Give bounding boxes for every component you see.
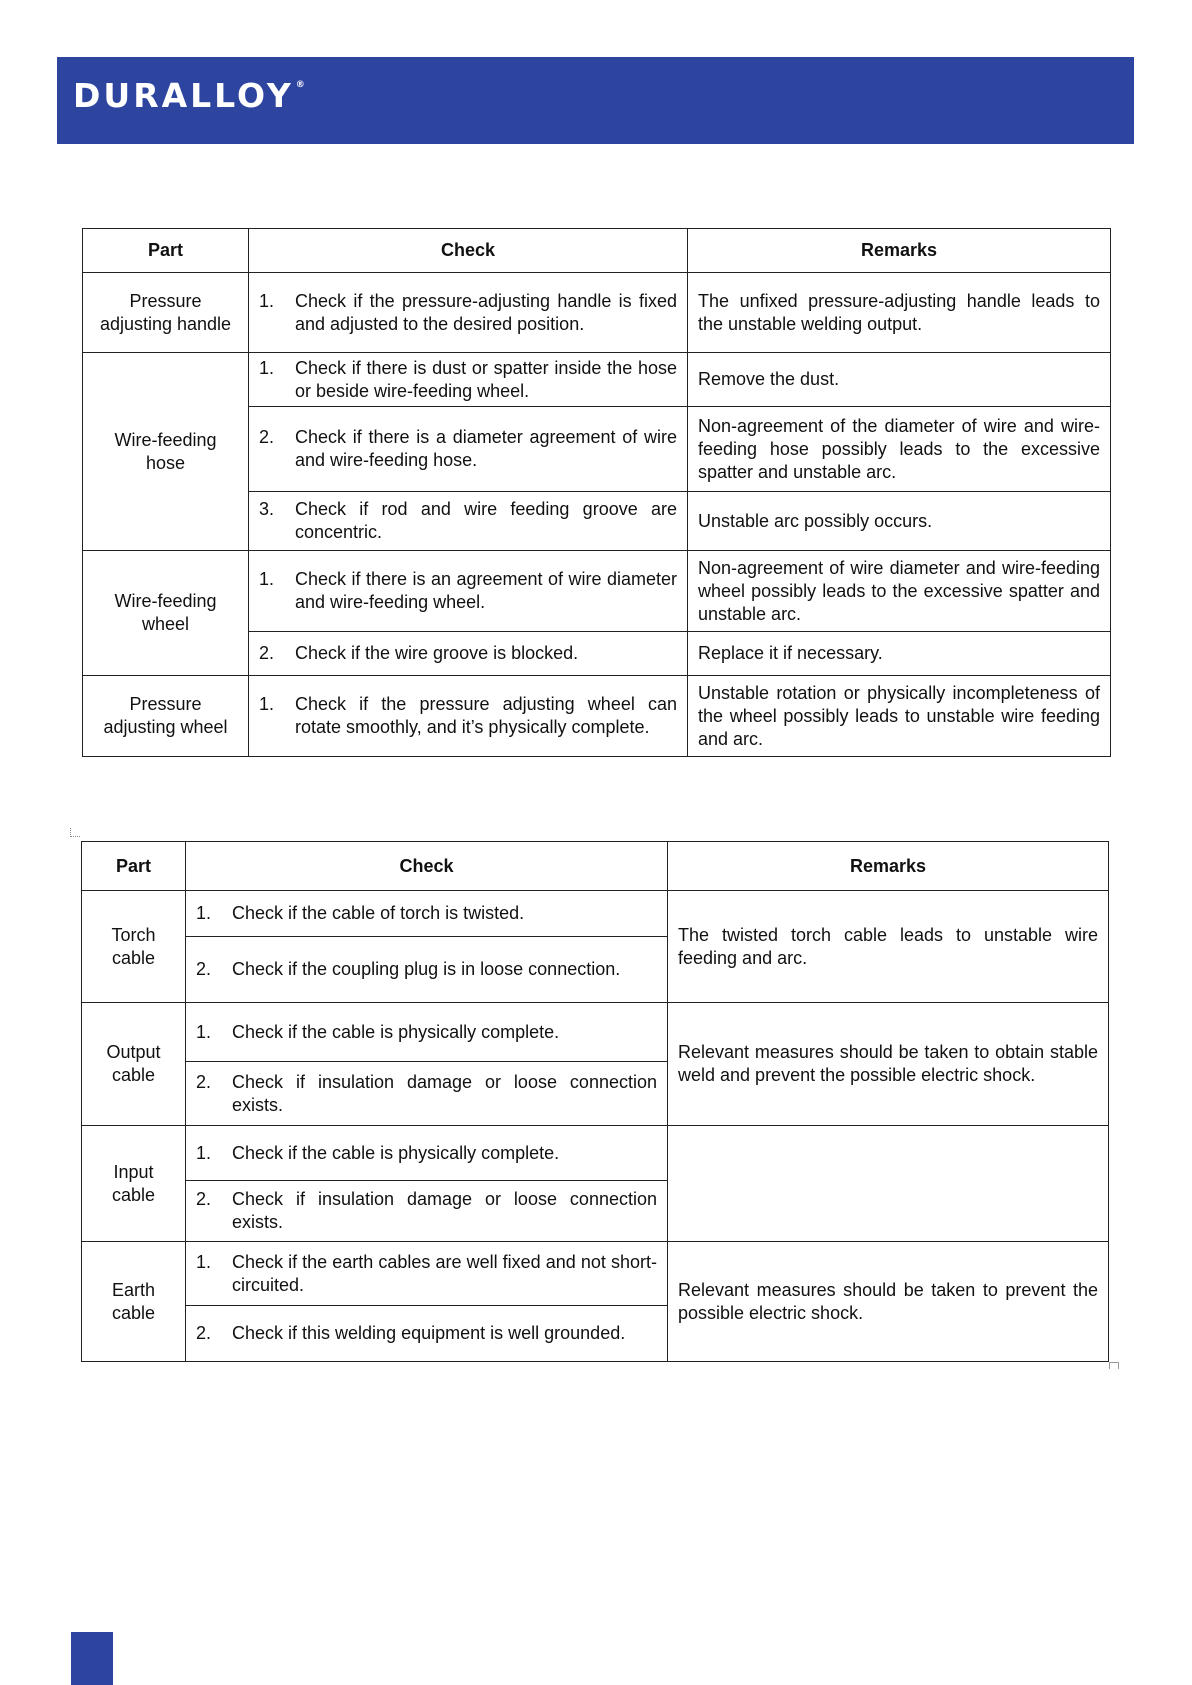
- part-label: Earth cable: [111, 1279, 156, 1323]
- header-part: Part: [82, 842, 186, 891]
- check-text: Check if the pressure-adjusting handle is fixed and adjusted to the desired position.: [295, 290, 677, 334]
- check-text: Check if the cable is physically complete.: [232, 1142, 560, 1163]
- check-cell: [249, 407, 688, 492]
- table-row: [83, 273, 1111, 353]
- check-text: Check if the coupling plug is in loose connection.: [232, 959, 621, 979]
- check-text: Check if the pressure adjusting wheel can rotate smoothly, and it’s physically complete.: [295, 694, 677, 737]
- maintenance-table-cables: [81, 841, 1109, 1362]
- header-remarks: Remarks: [668, 842, 1109, 891]
- check-number: 1.: [196, 1251, 212, 1272]
- part-label: Output cable: [106, 1042, 161, 1085]
- check-text: Check if the wire groove is blocked.: [295, 643, 579, 663]
- part-cell: [82, 891, 186, 1003]
- check-text: Check if this welding equipment is well grounded.: [232, 1323, 626, 1343]
- remark-cell: Remove the dust.: [688, 353, 1111, 407]
- check-text: Check if there is dust or spatter inside the hose or beside wire-feeding wheel.: [295, 357, 677, 401]
- part-cell: [83, 273, 249, 353]
- remark-cell: [668, 1126, 1109, 1242]
- check-text: Check if rod and wire feeding groove are concentric.: [295, 499, 677, 542]
- check-cell: [186, 891, 668, 937]
- registered-mark: ®: [295, 80, 305, 90]
- brand-name: DURALLOY: [73, 76, 294, 115]
- check-cell: [249, 492, 688, 551]
- check-text: Check if the cable is physically complete.: [232, 1021, 560, 1042]
- check-text: Check if insulation damage or loose connection exists.: [232, 1189, 657, 1232]
- footer-color-block: [71, 1632, 113, 1685]
- remark-cell: Relevant measures should be taken to prevent the possible electric shock.: [668, 1242, 1109, 1362]
- part-cell: [83, 353, 249, 551]
- table-row: [83, 353, 1111, 407]
- remark-cell: The twisted torch cable leads to unstable wire feeding and arc.: [668, 891, 1109, 1003]
- header-banner: [57, 57, 1134, 144]
- part-cell: [82, 1126, 186, 1242]
- remark-cell: Replace it if necessary.: [688, 632, 1111, 676]
- check-cell: [186, 1126, 668, 1181]
- check-number: 2.: [196, 1323, 212, 1343]
- check-cell: [249, 632, 688, 676]
- remark-cell: Non-agreement of the diameter of wire and wire-feeding hose possibly leads to the excessive spatter and unstable arc.: [688, 407, 1111, 492]
- table-row: [82, 891, 1109, 937]
- part-label: Input cable: [111, 1161, 156, 1205]
- header-remarks: Remarks: [688, 229, 1111, 273]
- table-row: [82, 1242, 1109, 1306]
- check-number: 1.: [196, 1021, 212, 1042]
- table-anchor-mark: [70, 828, 80, 837]
- check-number: 3.: [259, 499, 275, 519]
- check-cell: [186, 937, 668, 1003]
- check-cell: [186, 1306, 668, 1362]
- part-label: Wire-feeding wheel: [114, 591, 217, 634]
- check-number: 2.: [259, 427, 275, 447]
- check-number: 2.: [259, 643, 275, 663]
- check-number: 1.: [259, 357, 275, 378]
- check-text: Check if the earth cables are well fixed and not short-circuited.: [232, 1251, 657, 1295]
- check-text: Check if insulation damage or loose connection exists.: [232, 1071, 657, 1115]
- part-label: Pressure adjusting handle: [99, 290, 232, 334]
- remark-cell: Non-agreement of wire diameter and wire-feeding wheel possibly leads to the excessive spatter and unstable arc.: [688, 551, 1111, 632]
- check-text: Check if there is a diameter agreement of wire and wire-feeding hose.: [295, 427, 677, 470]
- part-cell: [82, 1003, 186, 1126]
- check-cell: [249, 551, 688, 632]
- check-cell: [249, 353, 688, 407]
- part-label: Pressure adjusting wheel: [103, 694, 228, 737]
- table-header-row: [82, 842, 1109, 891]
- maintenance-table-wire-feeder: [82, 228, 1111, 757]
- check-text: Check if the cable of torch is twisted.: [232, 903, 525, 923]
- check-text: Check if there is an agreement of wire diameter and wire-feeding wheel.: [295, 569, 677, 612]
- remark-cell: Relevant measures should be taken to obtain stable weld and prevent the possible electric shock.: [668, 1003, 1109, 1126]
- table-row: [82, 1126, 1109, 1181]
- check-cell: [249, 676, 688, 757]
- check-cell: [186, 1242, 668, 1306]
- header-check: Check: [249, 229, 688, 273]
- check-number: 1.: [259, 694, 275, 714]
- check-cell: [186, 1003, 668, 1062]
- check-number: 1.: [259, 569, 275, 589]
- part-cell: [83, 676, 249, 757]
- brand-logo: [73, 76, 305, 115]
- table-end-mark: [1109, 1362, 1119, 1369]
- remark-cell: Unstable rotation or physically incompleteness of the wheel possibly leads to unstable wire feeding and arc.: [688, 676, 1111, 757]
- check-number: 2.: [196, 1189, 212, 1209]
- check-number: 2.: [196, 959, 212, 979]
- part-label: Torch cable: [111, 924, 156, 968]
- table-row: [83, 676, 1111, 757]
- check-number: 1.: [196, 903, 212, 923]
- remark-cell: The unfixed pressure-adjusting handle leads to the unstable welding output.: [688, 273, 1111, 353]
- check-cell: [186, 1181, 668, 1242]
- check-number: 2.: [196, 1071, 212, 1092]
- table-row: [82, 1003, 1109, 1062]
- check-number: 1.: [259, 290, 275, 311]
- check-cell: [186, 1062, 668, 1126]
- table-row: [83, 551, 1111, 632]
- table-header-row: [83, 229, 1111, 273]
- remark-cell: Unstable arc possibly occurs.: [688, 492, 1111, 551]
- part-cell: [82, 1242, 186, 1362]
- part-cell: [83, 551, 249, 676]
- part-label: Wire-feeding hose: [114, 429, 217, 473]
- check-cell: [249, 273, 688, 353]
- header-check: Check: [186, 842, 668, 891]
- header-part: Part: [83, 229, 249, 273]
- check-number: 1.: [196, 1142, 212, 1163]
